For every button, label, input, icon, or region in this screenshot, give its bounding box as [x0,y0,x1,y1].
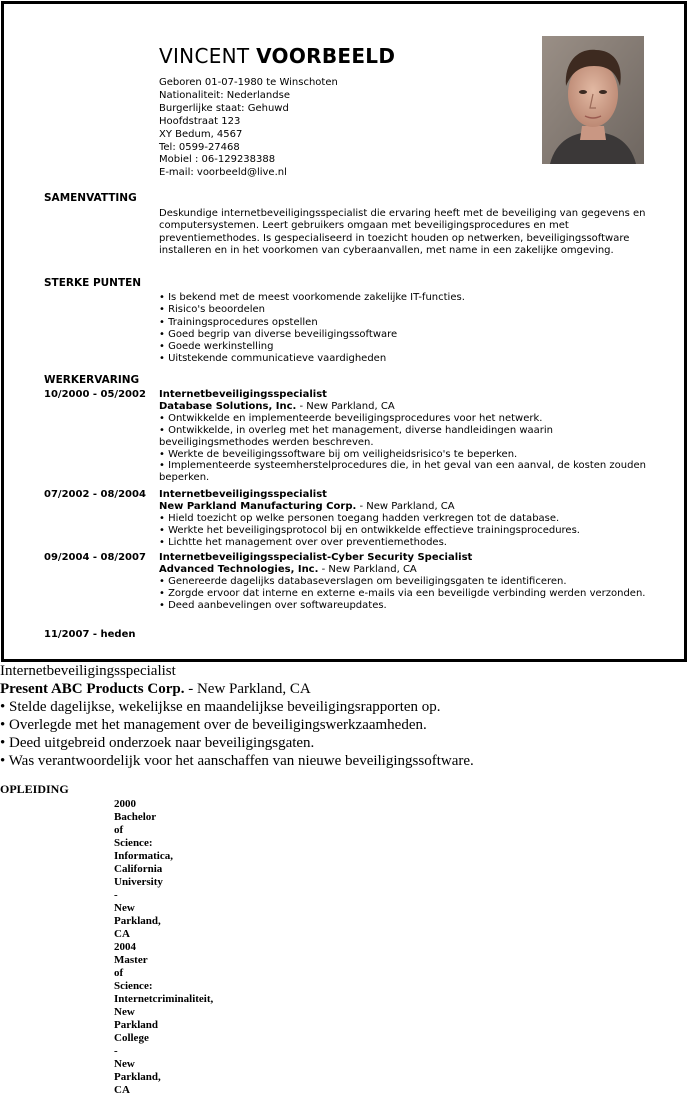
list-item: • Uitstekende communicatieve vaardigheden [159,353,387,365]
job-dates: 11/2007 - heden [44,629,136,640]
job-bullet: • Hield toezicht op welke personen toegang hadden verkregen tot de database. [159,512,560,524]
job-bullet: • Implementeerde systeemherstelprocedures die, in het geval van een aanval, de kosten zouden beperken. [159,460,646,484]
education-word: Science: [114,837,153,849]
marital-status-line: Burgerlijke staat: Gehuwd [159,102,289,114]
education-word: Parkland [114,1019,159,1031]
job-location: - New Parkland, CA [318,563,417,575]
education-word: CA [114,1084,130,1096]
education-word: University [114,876,163,888]
overflow-bullet: • Stelde dagelijkse, wekelijkse en maandelijkse beveiligingsrapporten op. [0,699,441,715]
nationality-line: Nationaliteit: Nederlandse [159,89,290,101]
education-word: of [114,824,124,836]
last-name: VOORBEELD [256,44,396,68]
list-item: • Trainingsprocedures opstellen [159,316,318,328]
job-bullet: • Ontwikkelde, in overleg met het management, diverse handleidingen waarin beveiligingsmethodes werden beschreven. [159,424,554,448]
overflow-location: - New Parkland, CA [184,681,311,697]
job-company: Advanced Technologies, Inc. [159,563,319,575]
overflow-bullet: • Overlegde met het management over de beveiligingswerkzaamheden. [0,717,427,733]
education-word: New [114,902,135,914]
summary-text: Deskundige internetbeveiligingsspecialist die ervaring heeft met de beveiliging van gegevens en computersystemen. Leert gebruikers omgaan met beveiligingsprocedures en met preventiemethodes. Is gespecialiseerd in toezicht houden op netwerken, beveiligingssoftware installeren en in het voorkomen van cyberaanvallen, met name in een zakelijke omgeving. [159,208,646,256]
overflow-company-line [0,680,311,698]
job-bullet: • Zorgde ervoor dat interne en externe e-mails via een beveiligde verbinding werden verzonden. [159,587,646,599]
candidate-name [159,44,395,68]
education-word: - [114,1045,118,1057]
job-company: Database Solutions, Inc. [159,400,297,412]
education-word: 2000 [114,798,136,810]
resume-page [1,1,687,662]
list-item: • Risico's beoordelen [159,304,265,316]
phone-line: Tel: 0599-27468 [159,141,240,153]
job-entry [159,389,649,484]
job-bullet: • Werkte het beveiligingsprotocol bij en ontwikkelde effectieve trainingsprocedures. [159,524,580,536]
job-company: New Parkland Manufacturing Corp. [159,500,357,512]
job-bullet: • Werkte de beveiligingssoftware bij om veiligheidsrisico's te beperken. [159,448,518,460]
job-dates: 10/2000 - 05/2002 [44,389,146,400]
job-location: - New Parkland, CA [296,400,395,412]
job-title: Internetbeveiligingsspecialist-Cyber Security Specialist [159,552,473,563]
contact-block [159,77,338,180]
list-item: • Is bekend met de meest voorkomende zakelijke IT-functies. [159,292,465,303]
strengths-heading: STERKE PUNTEN [44,277,142,289]
education-word: California [114,863,163,875]
education-word: CA [114,928,130,940]
education-column [114,798,214,1097]
overflow-job-title: Internetbeveiligingsspecialist [0,663,176,679]
profile-photo [542,36,644,164]
job-bullet: • Ontwikkelde en implementeerde beveiligingsprocedures voor het netwerk. [159,412,543,424]
overflow-bullet: • Deed uitgebreid onderzoek naar beveiligingsgaten. [0,735,315,751]
job-bullet: • Lichtte het management over over preventiemethodes. [159,536,447,548]
list-item: • Goede werkinstelling [159,341,274,353]
education-word: New [114,1058,135,1070]
education-word: of [114,967,124,979]
education-word: 2004 [114,941,136,953]
list-item: • Goed begrip van diverse beveiligingssoftware [159,328,398,340]
first-name: VINCENT [159,44,250,68]
job-bullet: • Genereerde dagelijks databaseverslagen om beveiligingsgaten te identificeren. [159,575,567,587]
education-word: Internetcriminaliteit, [114,993,214,1005]
education-heading: OPLEIDING [0,782,69,796]
experience-heading: WERKERVARING [44,374,140,386]
summary-heading: SAMENVATTING [44,192,137,204]
job-title: Internetbeveiligingsspecialist [159,489,327,500]
birth-line: Geboren 01-07-1980 te Winschoten [159,77,338,88]
education-word: Bachelor [114,811,157,823]
overflow-bullet: • Was verantwoordelijk voor het aanschaffen van nieuwe beveiligingssoftware. [0,753,474,769]
education-word: - [114,889,118,901]
job-entry [159,552,649,612]
job-entry [159,489,649,549]
education-word: New [114,1006,135,1018]
strengths-list [159,292,649,366]
job-location: - New Parkland, CA [356,500,455,512]
education-word: College [114,1032,149,1044]
education-word: Parkland, [114,915,161,927]
education-word: Informatica, [114,850,173,862]
postal-line: XY Bedum, 4567 [159,128,243,140]
job-title: Internetbeveiligingsspecialist [159,389,327,400]
education-word: Master [114,954,148,966]
education-word: Science: [114,980,153,992]
job-company-line [159,401,649,413]
job-dates: 07/2002 - 08/2004 [44,489,146,500]
mobile-line: Mobiel : 06-129238388 [159,154,276,166]
job-bullet: • Deed aanbevelingen over softwareupdates. [159,599,387,611]
job-dates: 09/2004 - 08/2007 [44,552,146,563]
job-company-line [159,564,649,576]
job-company-line [159,501,649,513]
email-line: E-mail: voorbeeld@live.nl [159,167,287,179]
street-line: Hoofdstraat 123 [159,115,241,127]
education-word: Parkland, [114,1071,161,1083]
overflow-company: Present ABC Products Corp. [0,681,185,697]
